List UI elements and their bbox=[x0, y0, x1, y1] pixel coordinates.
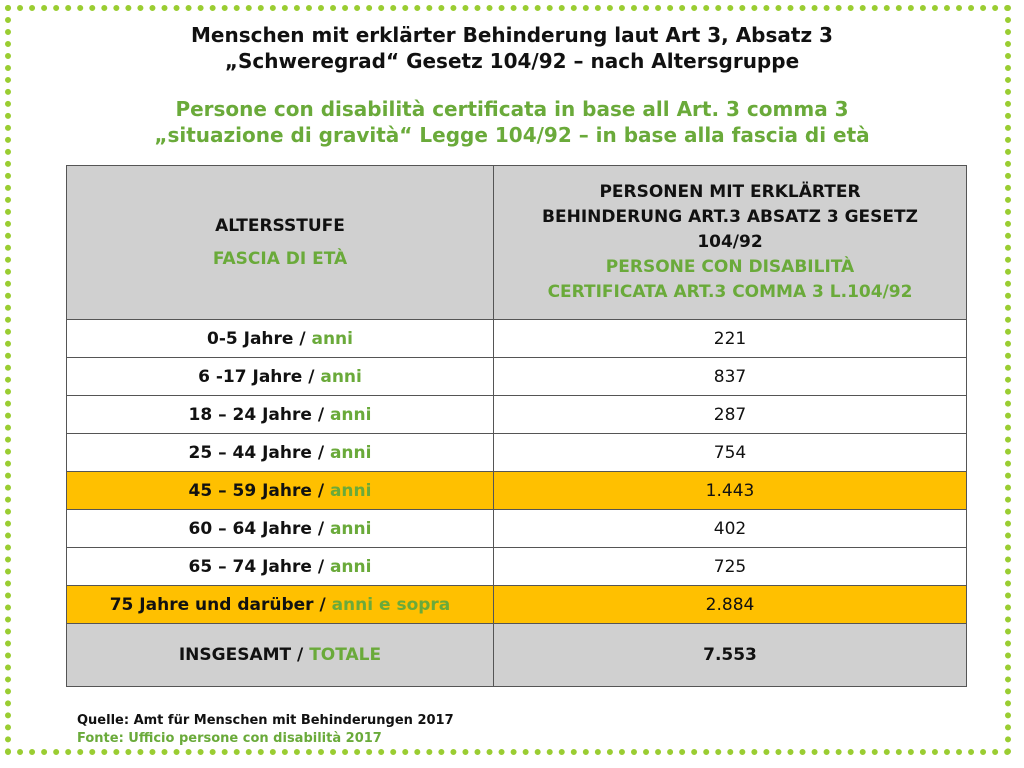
header-persons-de-2: BEHINDERUNG ART.3 ABSATZ 3 GESETZ bbox=[542, 207, 918, 227]
header-persons-de-1: PERSONEN MIT ERKLÄRTER bbox=[599, 182, 861, 202]
age-cell bbox=[67, 320, 494, 358]
value-cell: 402 bbox=[494, 510, 967, 548]
table-row bbox=[67, 548, 967, 586]
header-persons bbox=[494, 166, 967, 320]
title-german-line-2: „Schweregrad“ Gesetz 104/92 – nach Altersgruppe bbox=[224, 49, 800, 73]
header-persons-de-3: 104/92 bbox=[697, 232, 763, 252]
title-german bbox=[0, 22, 1024, 74]
total-label-it: TOTALE bbox=[309, 645, 382, 665]
age-group-table bbox=[66, 165, 967, 687]
value-cell: 754 bbox=[494, 434, 967, 472]
table-row bbox=[67, 358, 967, 396]
title-italian bbox=[0, 96, 1024, 148]
age-it: anni bbox=[329, 404, 372, 425]
value-cell: 725 bbox=[494, 548, 967, 586]
header-age-group-it: FASCIA DI ETÀ bbox=[212, 248, 348, 269]
age-de: 60 – 64 Jahre / bbox=[188, 518, 330, 539]
table-row bbox=[67, 396, 967, 434]
age-de: 18 – 24 Jahre / bbox=[188, 404, 330, 425]
age-it: anni bbox=[329, 518, 372, 539]
header-persons-it-2: CERTIFICATA ART.3 COMMA 3 L.104/92 bbox=[547, 282, 913, 302]
age-it: anni bbox=[329, 556, 372, 577]
value-cell: 837 bbox=[494, 358, 967, 396]
age-it: anni e sopra bbox=[331, 594, 451, 615]
age-it: anni bbox=[320, 366, 362, 387]
table-row bbox=[67, 510, 967, 548]
age-de: 25 – 44 Jahre / bbox=[188, 442, 330, 463]
age-de: 0-5 Jahre / bbox=[206, 328, 312, 349]
table-row bbox=[67, 586, 967, 624]
age-de: 75 Jahre und darüber / bbox=[109, 594, 332, 615]
value-cell: 2.884 bbox=[494, 586, 967, 624]
age-it: anni bbox=[311, 328, 353, 349]
age-cell bbox=[67, 510, 494, 548]
age-cell bbox=[67, 434, 494, 472]
age-cell bbox=[67, 472, 494, 510]
age-cell bbox=[67, 586, 494, 624]
header-persons-it-1: PERSONE CON DISABILITÀ bbox=[605, 257, 855, 277]
age-de: 6 -17 Jahre / bbox=[198, 366, 321, 387]
age-it: anni bbox=[329, 442, 372, 463]
age-cell bbox=[67, 358, 494, 396]
title-italian-line-1: Persone con disabilità certificata in base all Art. 3 comma 3 bbox=[175, 97, 849, 121]
total-value-cell: 7.553 bbox=[494, 624, 967, 687]
value-cell: 221 bbox=[494, 320, 967, 358]
source-note bbox=[77, 712, 454, 748]
source-de: Quelle: Amt für Menschen mit Behinderungen 2017 bbox=[77, 713, 454, 728]
age-cell bbox=[67, 396, 494, 434]
title-italian-line-2: „situazione di gravità“ Legge 104/92 – in base alla fascia di età bbox=[154, 123, 870, 147]
age-it: anni bbox=[329, 480, 372, 501]
table-row bbox=[67, 320, 967, 358]
table-row bbox=[67, 434, 967, 472]
table-row bbox=[67, 472, 967, 510]
value-cell: 1.443 bbox=[494, 472, 967, 510]
total-label-cell bbox=[67, 624, 494, 687]
age-cell bbox=[67, 548, 494, 586]
age-de: 65 – 74 Jahre / bbox=[188, 556, 330, 577]
source-it: Fonte: Ufficio persone con disabilità 2017 bbox=[77, 731, 382, 746]
header-age-group-de: ALTERSSTUFE bbox=[215, 215, 345, 236]
title-german-line-1: Menschen mit erklärter Behinderung laut Art 3, Absatz 3 bbox=[191, 23, 833, 47]
total-label-de: INSGESAMT / bbox=[178, 645, 310, 665]
total-row bbox=[67, 624, 967, 687]
header-age-group bbox=[67, 166, 494, 320]
value-cell: 287 bbox=[494, 396, 967, 434]
table-header-row bbox=[67, 166, 967, 320]
age-de: 45 – 59 Jahre / bbox=[188, 480, 330, 501]
